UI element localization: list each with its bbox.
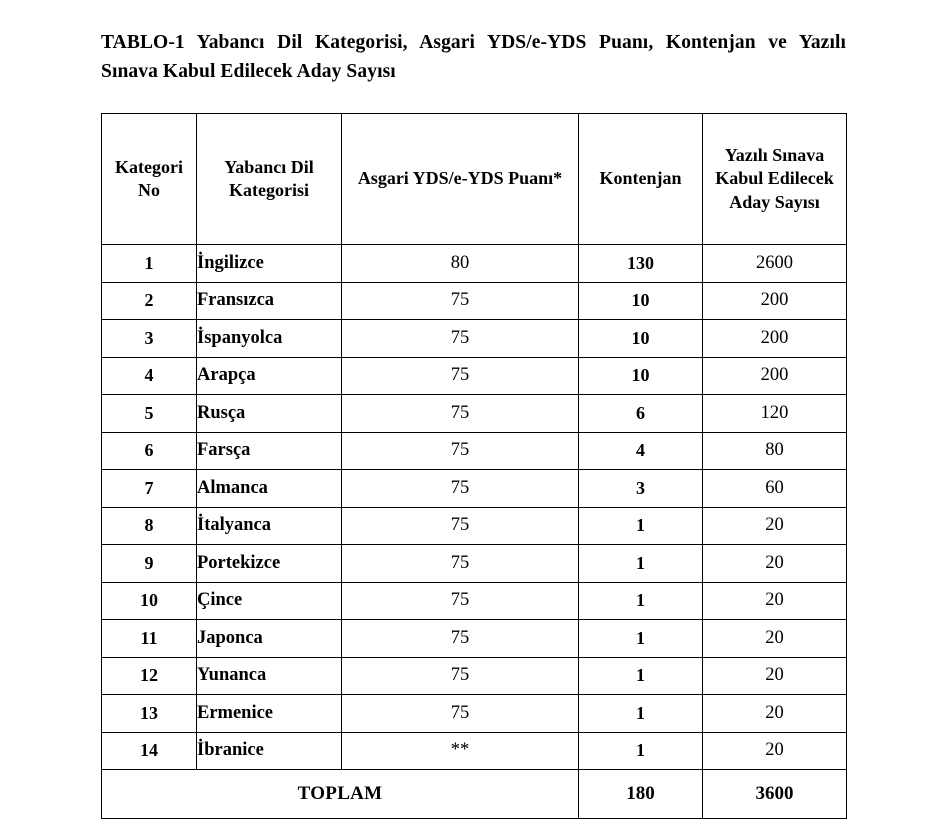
cell-accepted: 20 xyxy=(703,507,847,545)
cell-language: İbranice xyxy=(197,732,342,770)
cell-accepted: 20 xyxy=(703,657,847,695)
cell-score: 75 xyxy=(342,470,579,508)
table-header xyxy=(102,114,847,245)
cell-score: 75 xyxy=(342,320,579,358)
cell-score: 75 xyxy=(342,582,579,620)
cell-accepted: 200 xyxy=(703,357,847,395)
cell-kategori-no: 5 xyxy=(102,395,197,433)
cell-accepted: 20 xyxy=(703,732,847,770)
cell-kategori-no: 3 xyxy=(102,320,197,358)
cell-score: ** xyxy=(342,732,579,770)
cell-quota: 10 xyxy=(579,357,703,395)
column-header-yabanci-dil: Yabancı Dil Kategorisi xyxy=(197,114,342,245)
cell-quota: 1 xyxy=(579,732,703,770)
cell-score: 75 xyxy=(342,507,579,545)
table-row xyxy=(102,470,847,508)
cell-quota: 1 xyxy=(579,507,703,545)
cell-language: Yunanca xyxy=(197,657,342,695)
cell-accepted: 20 xyxy=(703,582,847,620)
cell-quota: 1 xyxy=(579,582,703,620)
cell-score: 75 xyxy=(342,657,579,695)
cell-quota: 4 xyxy=(579,432,703,470)
cell-accepted: 2600 xyxy=(703,245,847,283)
cell-kategori-no: 4 xyxy=(102,357,197,395)
cell-language: Fransızca xyxy=(197,282,342,320)
table-row xyxy=(102,582,847,620)
cell-language: Portekizce xyxy=(197,545,342,583)
cell-accepted: 20 xyxy=(703,695,847,733)
column-header-kategori-no: Kategori No xyxy=(102,114,197,245)
table-row xyxy=(102,507,847,545)
language-categories-table xyxy=(101,113,847,819)
cell-score: 75 xyxy=(342,620,579,658)
cell-kategori-no: 12 xyxy=(102,657,197,695)
table-row xyxy=(102,695,847,733)
table-row xyxy=(102,282,847,320)
cell-score: 80 xyxy=(342,245,579,283)
table-row xyxy=(102,545,847,583)
table-row xyxy=(102,245,847,283)
cell-accepted: 80 xyxy=(703,432,847,470)
cell-language: Çince xyxy=(197,582,342,620)
cell-kategori-no: 9 xyxy=(102,545,197,583)
cell-accepted: 200 xyxy=(703,282,847,320)
table-row xyxy=(102,357,847,395)
cell-score: 75 xyxy=(342,695,579,733)
table-row xyxy=(102,395,847,433)
cell-score: 75 xyxy=(342,357,579,395)
cell-score: 75 xyxy=(342,282,579,320)
page-title-line-2: Sınava Kabul Edilecek Aday Sayısı xyxy=(101,61,396,82)
cell-accepted: 20 xyxy=(703,620,847,658)
cell-language: Rusça xyxy=(197,395,342,433)
total-row xyxy=(102,770,847,819)
cell-kategori-no: 13 xyxy=(102,695,197,733)
cell-language: Almanca xyxy=(197,470,342,508)
cell-kategori-no: 1 xyxy=(102,245,197,283)
cell-score: 75 xyxy=(342,545,579,583)
cell-quota: 1 xyxy=(579,620,703,658)
table-body xyxy=(102,245,847,770)
cell-language: Farsça xyxy=(197,432,342,470)
total-accepted: 3600 xyxy=(703,770,847,819)
table-header-row xyxy=(102,114,847,245)
cell-kategori-no: 2 xyxy=(102,282,197,320)
cell-language: İtalyanca xyxy=(197,507,342,545)
cell-kategori-no: 14 xyxy=(102,732,197,770)
cell-language: Ermenice xyxy=(197,695,342,733)
column-header-kontenjan: Kontenjan xyxy=(579,114,703,245)
table-container xyxy=(101,113,846,819)
cell-quota: 1 xyxy=(579,695,703,733)
cell-quota: 10 xyxy=(579,320,703,358)
cell-accepted: 20 xyxy=(703,545,847,583)
cell-quota: 1 xyxy=(579,545,703,583)
table-row xyxy=(102,432,847,470)
table-row xyxy=(102,657,847,695)
table-row xyxy=(102,620,847,658)
page-title xyxy=(101,28,846,86)
cell-quota: 130 xyxy=(579,245,703,283)
cell-kategori-no: 10 xyxy=(102,582,197,620)
column-header-asgari-yds-puani: Asgari YDS/e-YDS Puanı* xyxy=(342,114,579,245)
cell-kategori-no: 6 xyxy=(102,432,197,470)
total-label: TOPLAM xyxy=(102,770,579,819)
column-header-aday-sayisi: Yazılı Sınava Kabul Edilecek Aday Sayısı xyxy=(703,114,847,245)
cell-kategori-no: 7 xyxy=(102,470,197,508)
table-row xyxy=(102,320,847,358)
total-quota: 180 xyxy=(579,770,703,819)
cell-language: İngilizce xyxy=(197,245,342,283)
cell-accepted: 120 xyxy=(703,395,847,433)
cell-accepted: 60 xyxy=(703,470,847,508)
cell-language: Arapça xyxy=(197,357,342,395)
cell-quota: 6 xyxy=(579,395,703,433)
cell-quota: 3 xyxy=(579,470,703,508)
cell-kategori-no: 11 xyxy=(102,620,197,658)
cell-score: 75 xyxy=(342,395,579,433)
cell-quota: 10 xyxy=(579,282,703,320)
cell-kategori-no: 8 xyxy=(102,507,197,545)
cell-accepted: 200 xyxy=(703,320,847,358)
cell-quota: 1 xyxy=(579,657,703,695)
table-row xyxy=(102,732,847,770)
cell-language: Japonca xyxy=(197,620,342,658)
cell-language: İspanyolca xyxy=(197,320,342,358)
cell-score: 75 xyxy=(342,432,579,470)
page-title-line-1: TABLO-1 Yabancı Dil Kategorisi, Asgari YDS/e-YDS Puanı, Kontenjan ve Yazılı xyxy=(101,32,846,53)
table-footer xyxy=(102,770,847,819)
